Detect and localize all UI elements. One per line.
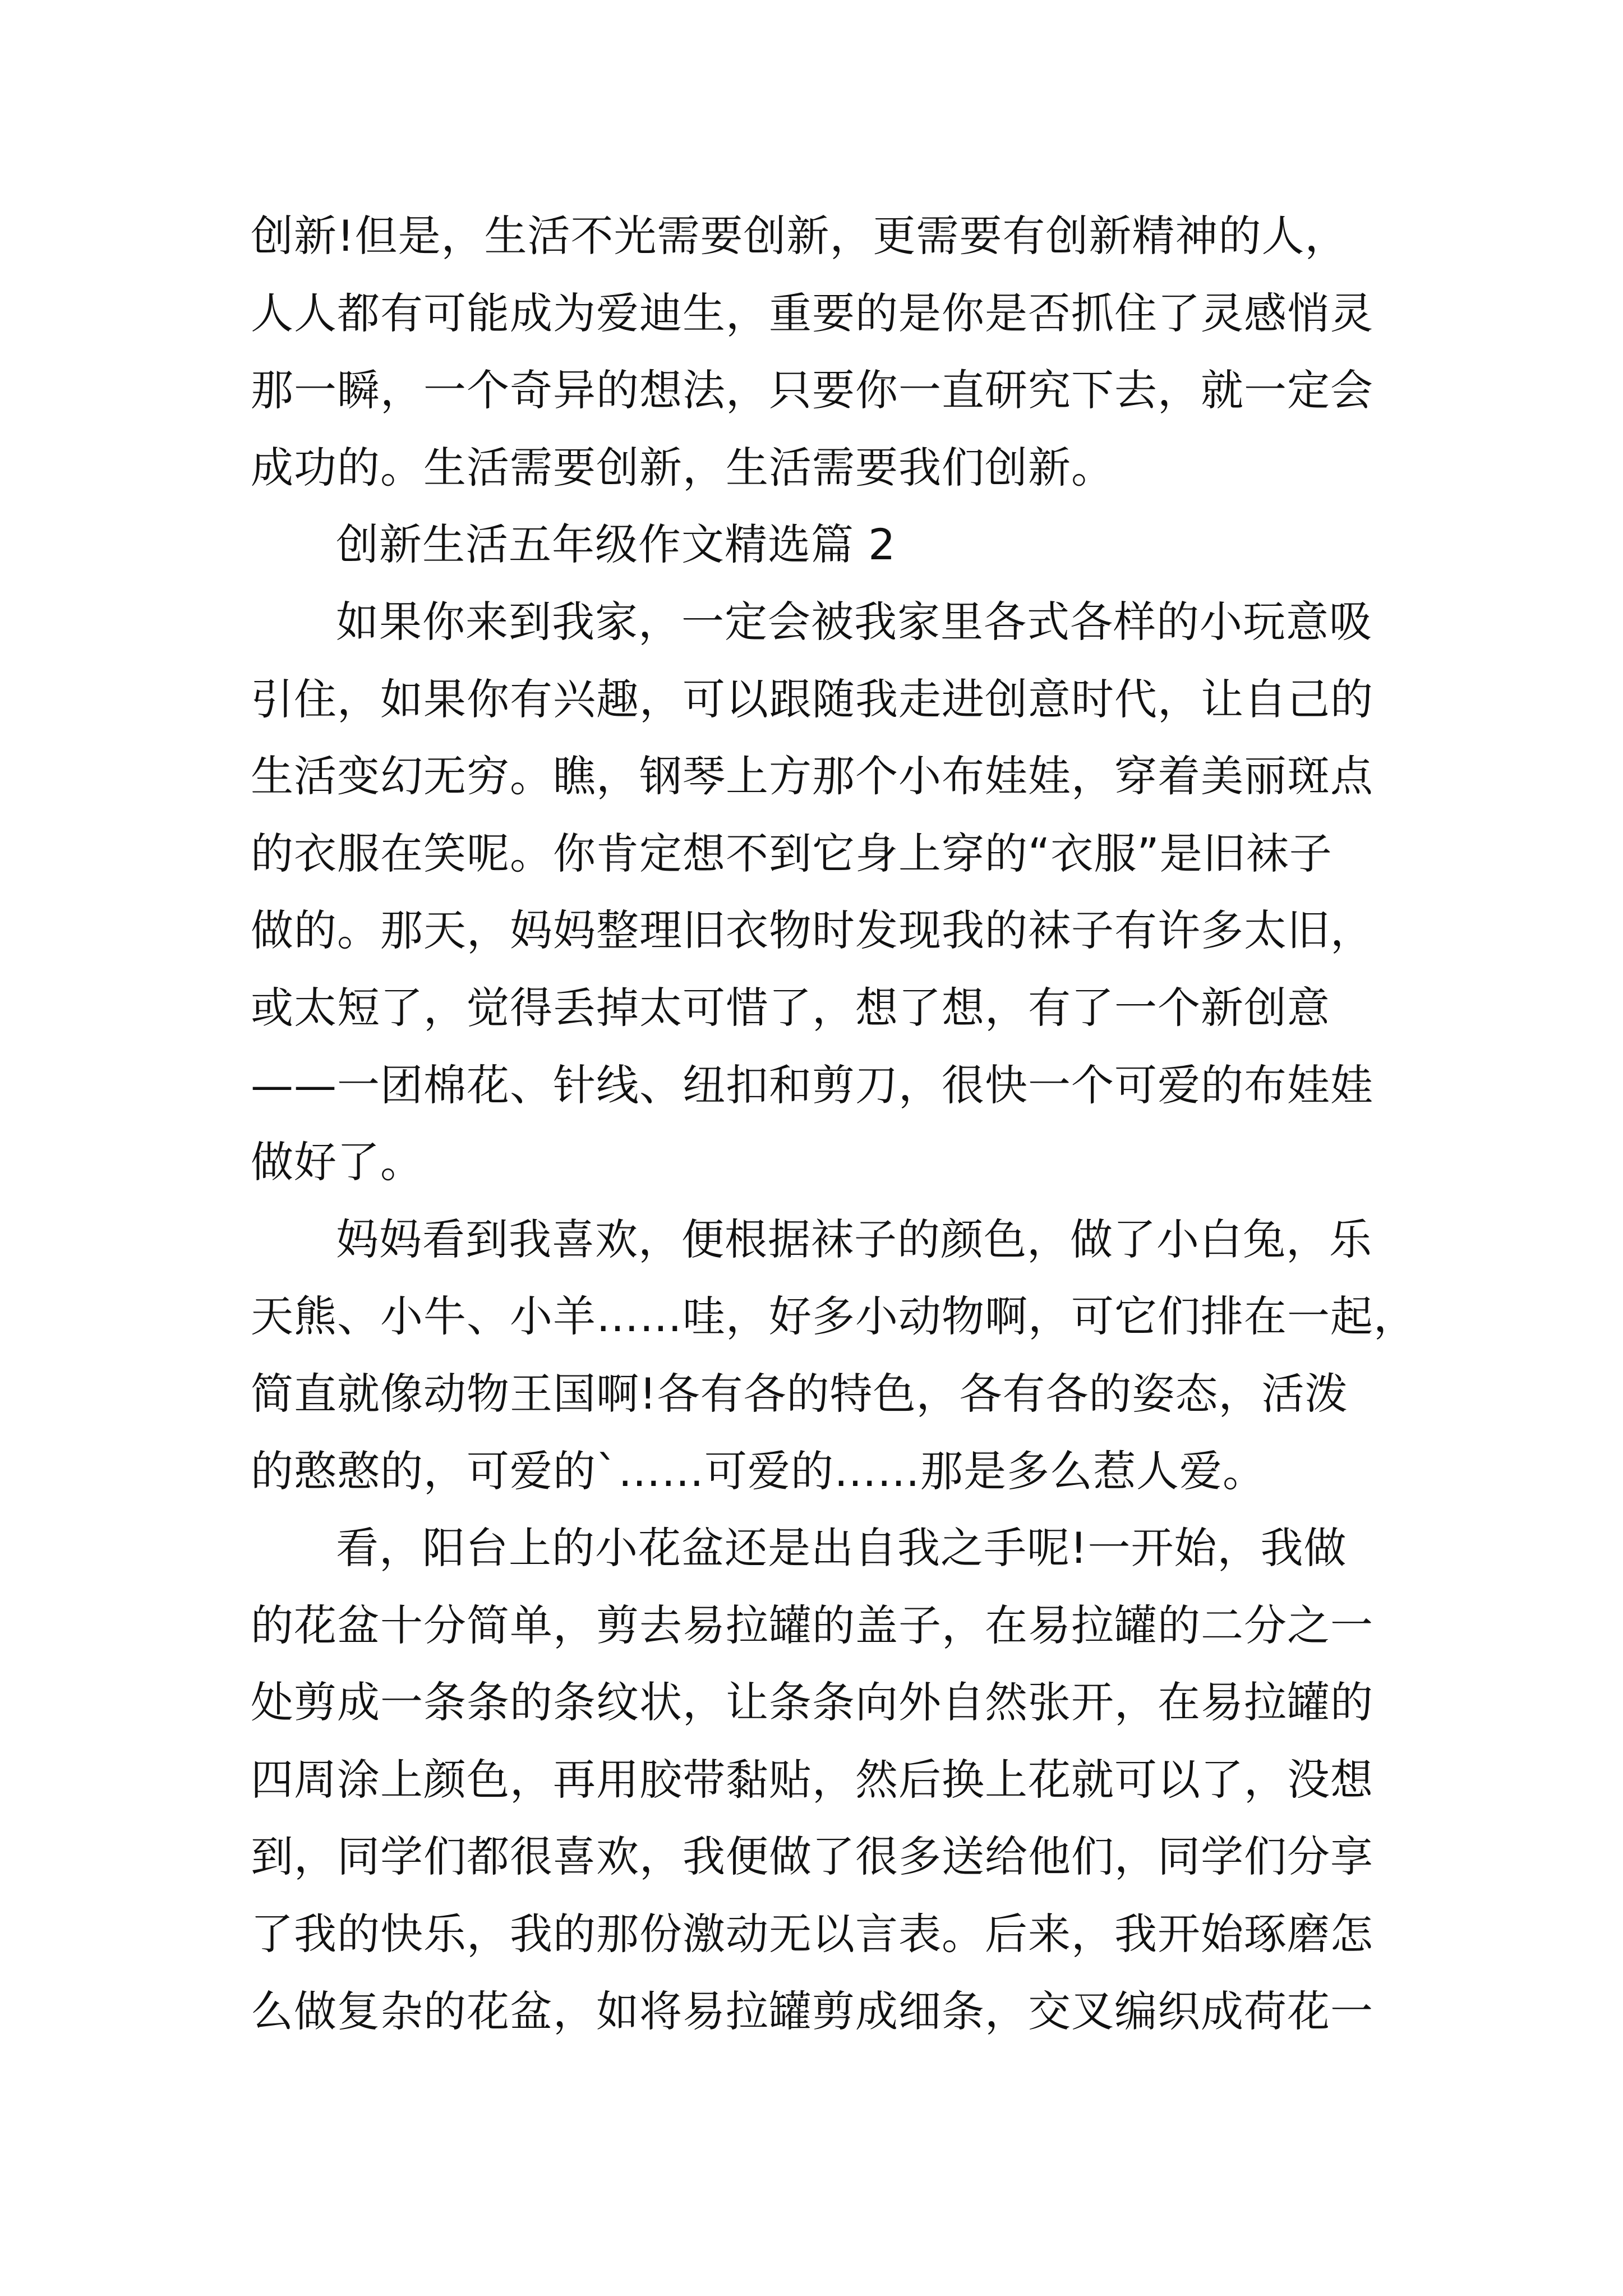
- text-line: 引住，如果你有兴趣，可以跟随我走进创意时代，让自己的: [251, 674, 1373, 724]
- text-line: 创新!但是，生活不光需要创新，更需要有创新精神的人，: [251, 211, 1348, 261]
- text-line: 了我的快乐，我的那份激动无以言表。后来，我开始琢磨怎: [251, 1909, 1373, 1959]
- text-line: 或太短了，觉得丢掉太可惜了，想了想，有了一个新创意: [251, 982, 1330, 1033]
- text-line: 的憨憨的，可爱的`……可爱的……那是多么惹人爱。: [251, 1446, 1266, 1496]
- text-line: 四周涂上颜色，再用胶带黏贴，然后换上花就可以了，没想: [251, 1754, 1373, 1805]
- text-line: 做的。那天，妈妈整理旧衣物时发现我的袜子有许多太旧，: [251, 905, 1373, 956]
- text-line: 如果你来到我家，一定会被我家里各式各样的小玩意吸: [336, 596, 1372, 647]
- text-line: 那一瞬，一个奇异的想法，只要你一直研究下去，就一定会: [251, 365, 1373, 416]
- text-line: 看，阳台上的小花盆还是出自我之手呢!一开始，我做: [336, 1523, 1347, 1573]
- text-line: 生活变幻无穷。瞧，钢琴上方那个小布娃娃，穿着美丽斑点: [251, 751, 1373, 802]
- text-line: 简直就像动物王国啊!各有各的特色，各有各的姿态，活泼: [251, 1368, 1348, 1419]
- text-line: 做好了。: [251, 1137, 423, 1188]
- text-line: 的衣服在笑呢。你肯定想不到它身上穿的“衣服”是旧袜子: [251, 828, 1332, 878]
- text-line: 妈妈看到我喜欢，便根据袜子的颜色，做了小白兔，乐: [336, 1214, 1372, 1264]
- text-line: 的花盆十分简单，剪去易拉罐的盖子，在易拉罐的二分之一: [251, 1600, 1373, 1650]
- text-line: 天熊、小牛、小羊……哇，好多小动物啊，可它们排在一起，: [251, 1291, 1417, 1342]
- text-line: 么做复杂的花盆，如将易拉罐剪成细条，交叉编织成荷花一: [251, 1986, 1373, 2036]
- text-line: 处剪成一条条的条纹状，让条条向外自然张开，在易拉罐的: [251, 1677, 1373, 1728]
- text-line: 到，同学们都很喜欢，我便做了很多送给他们，同学们分享: [251, 1832, 1373, 1882]
- essay-body: [251, 197, 1417, 2050]
- text-line: 成功的。生活需要创新，生活需要我们创新。: [251, 442, 1114, 493]
- text-line: ——一团棉花、针线、纽扣和剪刀，很快一个可爱的布娃娃: [251, 1060, 1373, 1110]
- text-line: 人人都有可能成为爱迪生，重要的是你是否抓住了灵感悄灵: [251, 288, 1373, 338]
- section-heading: 创新生活五年级作文精选篇 2: [336, 519, 896, 570]
